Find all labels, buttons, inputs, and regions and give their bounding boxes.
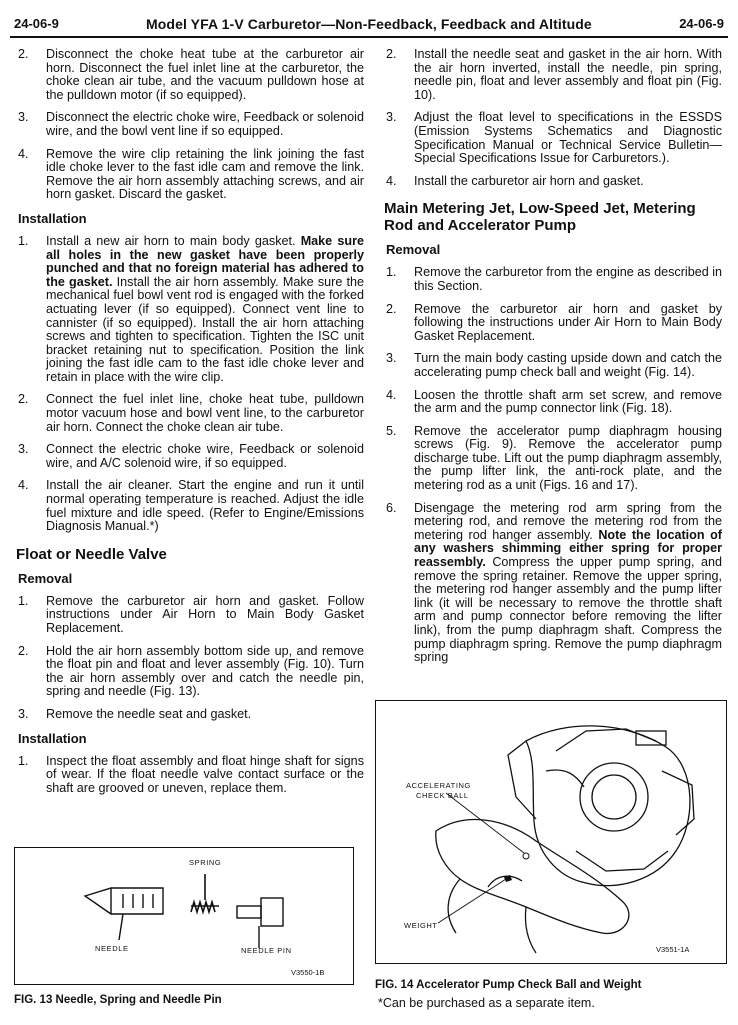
figure-13-box bbox=[14, 847, 354, 985]
removal-steps-continued bbox=[14, 48, 364, 202]
weight-label: WEIGHT bbox=[404, 921, 438, 930]
needle-label: NEEDLE bbox=[95, 944, 129, 953]
step-item bbox=[14, 645, 364, 699]
step-text: Disconnect the choke heat tube at the carburetor air horn. Disconnect the fuel inlet line at the carburetor, the choke clean air tube, and the vacuum pulldown hose at the pulldown motor (if so equipped). bbox=[46, 47, 364, 102]
step-item bbox=[14, 443, 364, 470]
step-text-cont: Compress the upper pump spring, and remove the spring retainer. Remove the upper spring, the metering rod hanger assembly and the pump lifter link (it will be necessary to remove the throttle shaft arm and pump connector before removing the lifter link), from the pump diaphragm shaft. Compress the pump diaphragm spring. Remove the pump diaphragm spring bbox=[414, 555, 722, 665]
step-number: 2. bbox=[18, 643, 29, 658]
check-ball-marker bbox=[523, 853, 529, 859]
step-number: 3. bbox=[386, 351, 397, 366]
step-number: 1. bbox=[386, 265, 397, 280]
right-column bbox=[382, 48, 722, 674]
float-installation-steps-continued bbox=[382, 48, 722, 188]
step-item bbox=[14, 235, 364, 385]
step-item bbox=[382, 175, 722, 189]
step-item bbox=[14, 755, 364, 796]
step-item bbox=[382, 389, 722, 416]
step-number: 4. bbox=[18, 478, 29, 493]
needle-part-drawing bbox=[85, 888, 163, 940]
check-ball-label-line2: CHECK BALL bbox=[416, 791, 469, 800]
float-installation-heading: Installation bbox=[18, 730, 87, 746]
leader-lines bbox=[438, 793, 524, 923]
step-number: 2. bbox=[18, 392, 29, 407]
step-number: 2. bbox=[386, 47, 397, 61]
installation-steps bbox=[14, 235, 364, 534]
needle-spring-pin-illustration bbox=[15, 848, 353, 984]
figure-code: V3550-1B bbox=[291, 968, 325, 977]
spring-label: SPRING bbox=[189, 858, 222, 867]
step-number: 2. bbox=[18, 47, 29, 61]
step-warning: Make sure all holes in the new gasket have been properly punched and that no foreign material has adhered to the gasket. bbox=[46, 233, 364, 289]
step-number: 3. bbox=[18, 706, 29, 721]
step-item bbox=[14, 708, 364, 722]
step-text: Remove the carburetor air horn and gasket. Follow instructions under Air Horn to Main Body Gasket Replacement. bbox=[46, 593, 364, 635]
step-text: Install the air cleaner. Start the engine and run it until normal operating temperature is reached. Adjust the idle fuel mixture and idle speed. (Refer to Engine/Emissions Diagnosis Manual.*) bbox=[46, 478, 364, 534]
figure-14-caption: FIG. 14 Accelerator Pump Check Ball and Weight bbox=[375, 979, 642, 991]
float-installation-steps bbox=[14, 755, 364, 796]
jet-removal-steps bbox=[382, 266, 722, 664]
step-item bbox=[382, 352, 722, 379]
step-text: Loosen the throttle shaft arm set screw, and remove the arm and the pump connector link (Fig. 18). bbox=[414, 387, 722, 416]
footnote: *Can be purchased as a separate item. bbox=[378, 996, 595, 1010]
step-text: Hold the air horn assembly bottom side up, and remove the float pin and float and lever assembly (Fig. 10). Turn the air horn assembly over and catch the needle pin, spring and needle (Fig. 13). bbox=[46, 643, 364, 699]
jet-removal-heading: Removal bbox=[386, 242, 441, 258]
spring-part-drawing bbox=[191, 874, 219, 912]
step-item bbox=[14, 393, 364, 434]
page-title: Model YFA 1-V Carburetor—Non-Feedback, Feedback and Altitude bbox=[146, 16, 592, 32]
step-item bbox=[14, 48, 364, 102]
step-item bbox=[14, 148, 364, 202]
step-number: 1. bbox=[18, 753, 29, 768]
step-text: Turn the main body casting upside down and catch the accelerating pump check ball and weight (Fig. 14). bbox=[414, 351, 722, 379]
step-text: Connect the fuel inlet line, choke heat tube, pulldown motor vacuum hose and bowl vent line, to the carburetor air horn. Connect the choke clean air tube. bbox=[46, 392, 364, 434]
step-text: Disengage the metering rod arm spring from the metering rod, and remove the metering rod from the metering rod hanger assembly. bbox=[414, 500, 722, 542]
step-text: Install the carburetor air horn and gasket. bbox=[414, 173, 644, 188]
step-number: 3. bbox=[18, 110, 29, 125]
step-number: 6. bbox=[386, 500, 397, 515]
float-section-title: Float or Needle Valve bbox=[16, 545, 167, 563]
step-number: 1. bbox=[18, 593, 29, 608]
step-number: 4. bbox=[386, 387, 397, 402]
page-number-right: 24-06-9 bbox=[679, 16, 724, 31]
step-text: Install a new air horn to main body gasket. bbox=[46, 233, 301, 248]
step-text: Remove the needle seat and gasket. bbox=[46, 706, 252, 721]
step-number: 1. bbox=[18, 233, 29, 248]
step-text: Adjust the float level to specifications in the ESSDS (Emission Systems Schematics and Diagnostic Specification Manual or Technical Service Bulletin—Special Specifications Issue for Carburetors.). bbox=[414, 110, 722, 166]
step-number: 3. bbox=[18, 442, 29, 457]
step-item bbox=[382, 502, 722, 665]
step-text: Remove the carburetor air horn and gasket by following the instructions under Air Horn to Main Body Gasket Replacement. bbox=[414, 301, 722, 343]
step-text-cont: Install the air horn assembly. Make sure the mechanical fuel bowl vent rod is engaged with the forked actuating lever (if so equipped). Connect vent line to cannister (if so equipped). Install the air horn attaching screws and tighten to specification. Tighten the ISC unit bracket retaining nut to specification. Position the link joining the fast idle cam to the fast idle choke lever and retain in place with the wire clip. bbox=[46, 274, 364, 384]
step-text: Remove the wire clip retaining the link joining the fast idle choke lever to the fast idle cam and remove the link. Remove the air horn assembly attaching screws, and air horn gasket. Discard the gasket. bbox=[46, 146, 364, 202]
step-text: Disconnect the electric choke wire, Feedback or solenoid wire, and the bowl vent line if so equipped. bbox=[46, 110, 364, 138]
figure-14-box bbox=[375, 700, 727, 964]
step-text: Inspect the float assembly and float hinge shaft for signs of wear. If the float needle valve contact surface or the shaft are grooved or uneven, replace them. bbox=[46, 753, 364, 795]
step-text: Remove the carburetor from the engine as described in this Section. bbox=[414, 265, 723, 293]
page-header bbox=[10, 10, 728, 38]
step-item bbox=[14, 111, 364, 138]
float-removal-steps bbox=[14, 595, 364, 722]
hand-drawing bbox=[436, 820, 629, 953]
needle-pin-part-drawing bbox=[237, 898, 283, 948]
check-ball-label-line1: ACCELERATING bbox=[406, 781, 471, 790]
step-item bbox=[14, 479, 364, 533]
float-removal-heading: Removal bbox=[18, 570, 73, 586]
figure-code: V3551-1A bbox=[656, 945, 690, 954]
step-item bbox=[382, 303, 722, 344]
step-number: 5. bbox=[386, 423, 397, 438]
step-number: 4. bbox=[18, 146, 29, 161]
step-warning: Note the location of any washers shimming either spring for proper reassembly. bbox=[414, 527, 722, 570]
metering-jet-section-title: Main Metering Jet, Low-Speed Jet, Metering Rod and Accelerator Pump bbox=[384, 200, 696, 235]
step-text: Connect the electric choke wire, Feedback or solenoid wire, and A/C solenoid wire, if so equipped. bbox=[46, 442, 364, 470]
left-column bbox=[14, 48, 364, 804]
step-item bbox=[382, 425, 722, 493]
step-number: 4. bbox=[386, 173, 397, 188]
page-number-left: 24-06-9 bbox=[14, 16, 59, 31]
needle-pin-label: NEEDLE PIN bbox=[241, 946, 292, 955]
step-item bbox=[382, 48, 722, 102]
installation-heading: Installation bbox=[18, 210, 87, 226]
step-number: 2. bbox=[386, 301, 397, 316]
figure-13-caption: FIG. 13 Needle, Spring and Needle Pin bbox=[14, 994, 222, 1006]
step-item bbox=[382, 266, 722, 293]
carburetor-body-drawing bbox=[508, 726, 694, 886]
step-number: 3. bbox=[386, 110, 397, 125]
step-item bbox=[382, 111, 722, 165]
step-item bbox=[14, 595, 364, 636]
step-text: Remove the accelerator pump diaphragm housing screws (Fig. 9). Remove the accelerator pump discharge tube. Lift out the pump diaphragm assembly, the pump lifter link, the anti-rock plate, and the metering rod as a unit (Figs. 16 and 17). bbox=[414, 423, 722, 493]
step-text: Install the needle seat and gasket in the air horn. With the air horn inverted, install the needle, pin spring, needle pin, float and lever assembly and float pin (Fig. 10). bbox=[414, 47, 722, 102]
